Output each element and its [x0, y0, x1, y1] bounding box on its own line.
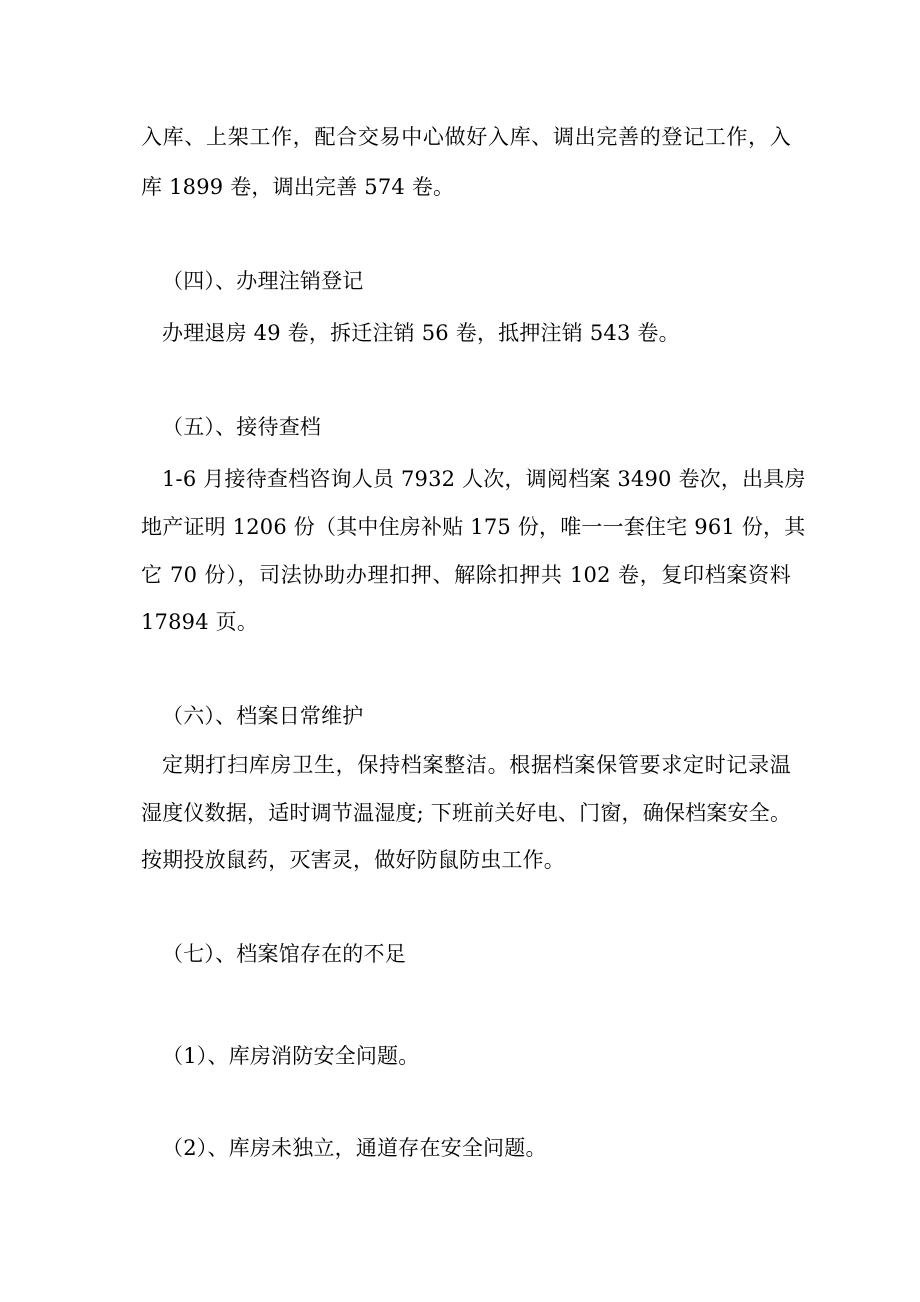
section-heading: （六）、档案日常维护: [162, 704, 364, 728]
list-item: （2）、库房未独立，通道存在安全问题。: [162, 1136, 547, 1160]
text-line: 按期投放鼠药，灭害灵，做好防鼠防虫工作。: [141, 848, 565, 872]
text-line: 入库、上架工作，配合交易中心做好入库、调出完善的登记工作，入: [141, 125, 791, 149]
text-line: 17894 页。: [141, 610, 259, 634]
text-line: 湿度仪数据，适时调节温湿度; 下班前关好电、门窗，确保档案安全。: [141, 801, 792, 825]
section-heading: （四）、办理注销登记: [162, 269, 364, 293]
list-item: （1）、库房消防安全问题。: [162, 1044, 420, 1068]
text-line: 库 1899 卷，调出完善 574 卷。: [141, 175, 455, 199]
text-line: 1-6 月接待查档咨询人员 7932 人次，调阅档案 3490 卷次，出具房: [162, 467, 806, 491]
section-heading: （五）、接待查档: [162, 415, 322, 439]
text-line: 定期打扫库房卫生，保持档案整洁。根据档案保管要求定时记录温: [162, 753, 791, 777]
text-line: 办理退房 49 卷，拆迁注销 56 卷，抵押注销 543 卷。: [162, 321, 680, 345]
text-line: 它 70 份），司法协助办理扣押、解除扣押共 102 卷，复印档案资料: [141, 563, 791, 587]
section-heading: （七）、档案馆存在的不足: [162, 942, 406, 966]
text-line: 地产证明 1206 份（其中住房补贴 175 份，唯一一套住宅 961 份，其: [141, 515, 806, 539]
